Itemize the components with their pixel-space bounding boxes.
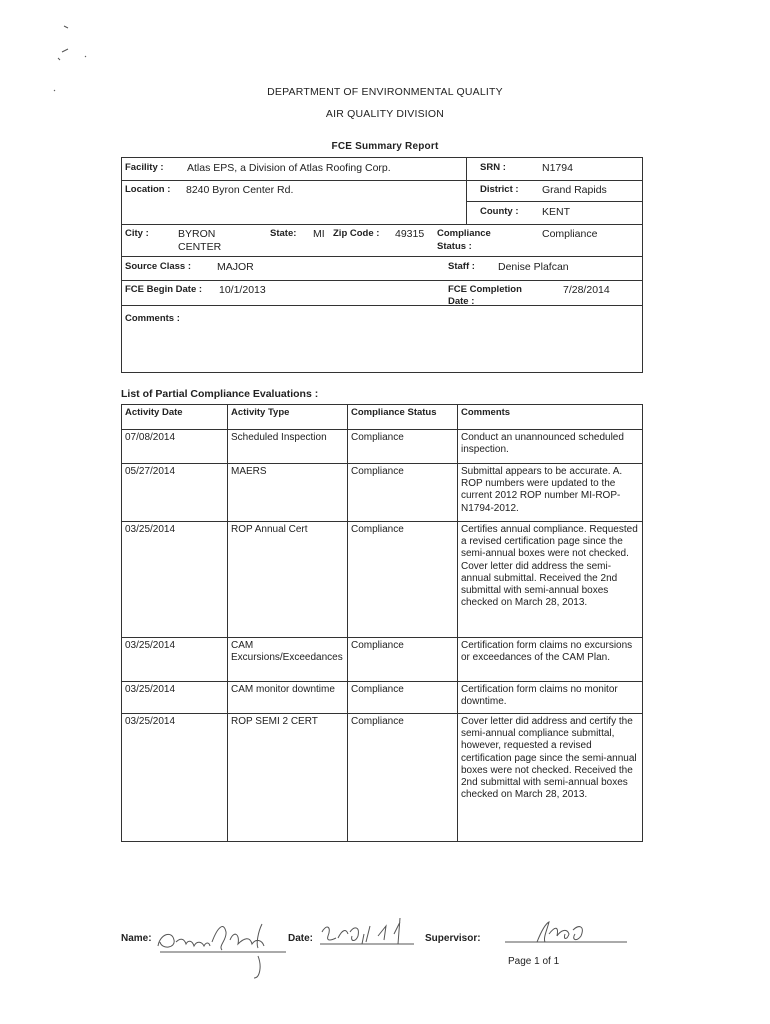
srn-label: SRN : bbox=[480, 162, 506, 173]
pce-header-row bbox=[122, 405, 643, 430]
activity-type: ROP Annual Cert bbox=[228, 522, 348, 638]
fce-completion-label: FCE Completion bbox=[448, 284, 522, 295]
county-label: County : bbox=[480, 206, 519, 217]
table-row bbox=[122, 464, 643, 522]
page-number: Page 1 of 1 bbox=[508, 956, 560, 967]
zip-label: Zip Code : bbox=[333, 228, 380, 239]
compliance-status: Compliance bbox=[348, 682, 458, 714]
table-row bbox=[122, 638, 643, 682]
comments: Conduct an unannounced scheduled inspection. bbox=[458, 430, 643, 464]
pce-title: List of Partial Compliance Evaluations : bbox=[121, 388, 319, 400]
table-row bbox=[122, 714, 643, 842]
fce-begin-value: 10/1/2013 bbox=[219, 284, 266, 296]
facility-label: Facility : bbox=[125, 162, 164, 173]
activity-date: 03/25/2014 bbox=[122, 714, 228, 842]
comments: Certification form claims no monitor downtime. bbox=[458, 682, 643, 714]
compliance-status: Compliance bbox=[348, 522, 458, 638]
zip-value: 49315 bbox=[395, 228, 425, 240]
location-label: Location : bbox=[125, 184, 171, 195]
comments: Submittal appears to be accurate. A. ROP numbers were updated to the current 2012 ROP number MI-ROP-N1794-2012. bbox=[458, 464, 643, 522]
county-value: KENT bbox=[542, 206, 571, 218]
state-value: MI bbox=[313, 228, 325, 240]
activity-type: MAERS bbox=[228, 464, 348, 522]
supervisor-label: Supervisor: bbox=[425, 933, 481, 944]
city-value-line1: BYRON bbox=[178, 228, 216, 240]
source-class-value: MAJOR bbox=[217, 261, 254, 273]
name-label: Name: bbox=[121, 933, 152, 944]
state-label: State: bbox=[270, 228, 297, 239]
activity-type: CAM monitor downtime bbox=[228, 682, 348, 714]
division-title: AIR QUALITY DIVISION bbox=[325, 108, 445, 120]
compliance-status: Compliance bbox=[348, 714, 458, 842]
date-signature bbox=[318, 912, 418, 952]
compliance-status: Compliance bbox=[348, 638, 458, 682]
date-label: Date: bbox=[288, 933, 314, 944]
comments: Certification form claims no excursions or exceedances of the CAM Plan. bbox=[458, 638, 643, 682]
srn-value: N1794 bbox=[542, 162, 573, 174]
comments: Certifies annual compliance. Requested a revised certification page since the semi-annual boxes were not checked. Cover letter did address the semi-annual submittal. Received the 2nd submittal with semi-annual boxes checked on March 28, 2013. bbox=[458, 522, 643, 638]
compliance-label: Compliance bbox=[437, 228, 491, 239]
compliance-value: Compliance bbox=[542, 228, 598, 240]
col-activity-type: Activity Type bbox=[228, 405, 348, 430]
activity-date: 07/08/2014 bbox=[122, 430, 228, 464]
report-title: FCE Summary Report bbox=[331, 141, 439, 152]
activity-type: ROP SEMI 2 CERT bbox=[228, 714, 348, 842]
col-compliance-status: Compliance Status bbox=[348, 405, 458, 430]
location-value: 8240 Byron Center Rd. bbox=[186, 184, 294, 196]
name-signature bbox=[150, 912, 295, 982]
city-value-line2: CENTER bbox=[178, 241, 222, 253]
table-row bbox=[122, 682, 643, 714]
supervisor-signature bbox=[495, 912, 635, 952]
activity-type: Scheduled Inspection bbox=[228, 430, 348, 464]
compliance-status-label: Status : bbox=[437, 241, 472, 252]
activity-date: 03/25/2014 bbox=[122, 522, 228, 638]
col-comments: Comments bbox=[458, 405, 643, 430]
activity-date: 05/27/2014 bbox=[122, 464, 228, 522]
department-title: DEPARTMENT OF ENVIRONMENTAL QUALITY bbox=[267, 86, 503, 98]
facility-value: Atlas EPS, a Division of Atlas Roofing Corp. bbox=[187, 162, 391, 174]
city-label: City : bbox=[125, 228, 149, 239]
activity-type: CAM Excursions/Exceedances bbox=[228, 638, 348, 682]
fce-completion-date-label: Date : bbox=[448, 296, 475, 307]
fce-completion-value: 7/28/2014 bbox=[563, 284, 610, 296]
district-value: Grand Rapids bbox=[542, 184, 607, 196]
fce-begin-label: FCE Begin Date : bbox=[125, 284, 203, 295]
table-row bbox=[122, 522, 643, 638]
compliance-status: Compliance bbox=[348, 430, 458, 464]
compliance-status: Compliance bbox=[348, 464, 458, 522]
col-activity-date: Activity Date bbox=[122, 405, 228, 430]
staff-value: Denise Plafcan bbox=[498, 261, 569, 273]
comments: Cover letter did address and certify the semi-annual compliance submittal, however, requested a revised certification page since the semi-annual boxes were not checked. Received the 2nd submittal with semi-annual boxes checked on March 28, 2013. bbox=[458, 714, 643, 842]
source-class-label: Source Class : bbox=[125, 261, 191, 272]
staff-label: Staff : bbox=[448, 261, 475, 272]
activity-date: 03/25/2014 bbox=[122, 638, 228, 682]
table-row bbox=[122, 430, 643, 464]
activity-date: 03/25/2014 bbox=[122, 682, 228, 714]
district-label: District : bbox=[480, 184, 519, 195]
pce-table bbox=[121, 404, 643, 842]
comments-label: Comments : bbox=[125, 313, 180, 324]
